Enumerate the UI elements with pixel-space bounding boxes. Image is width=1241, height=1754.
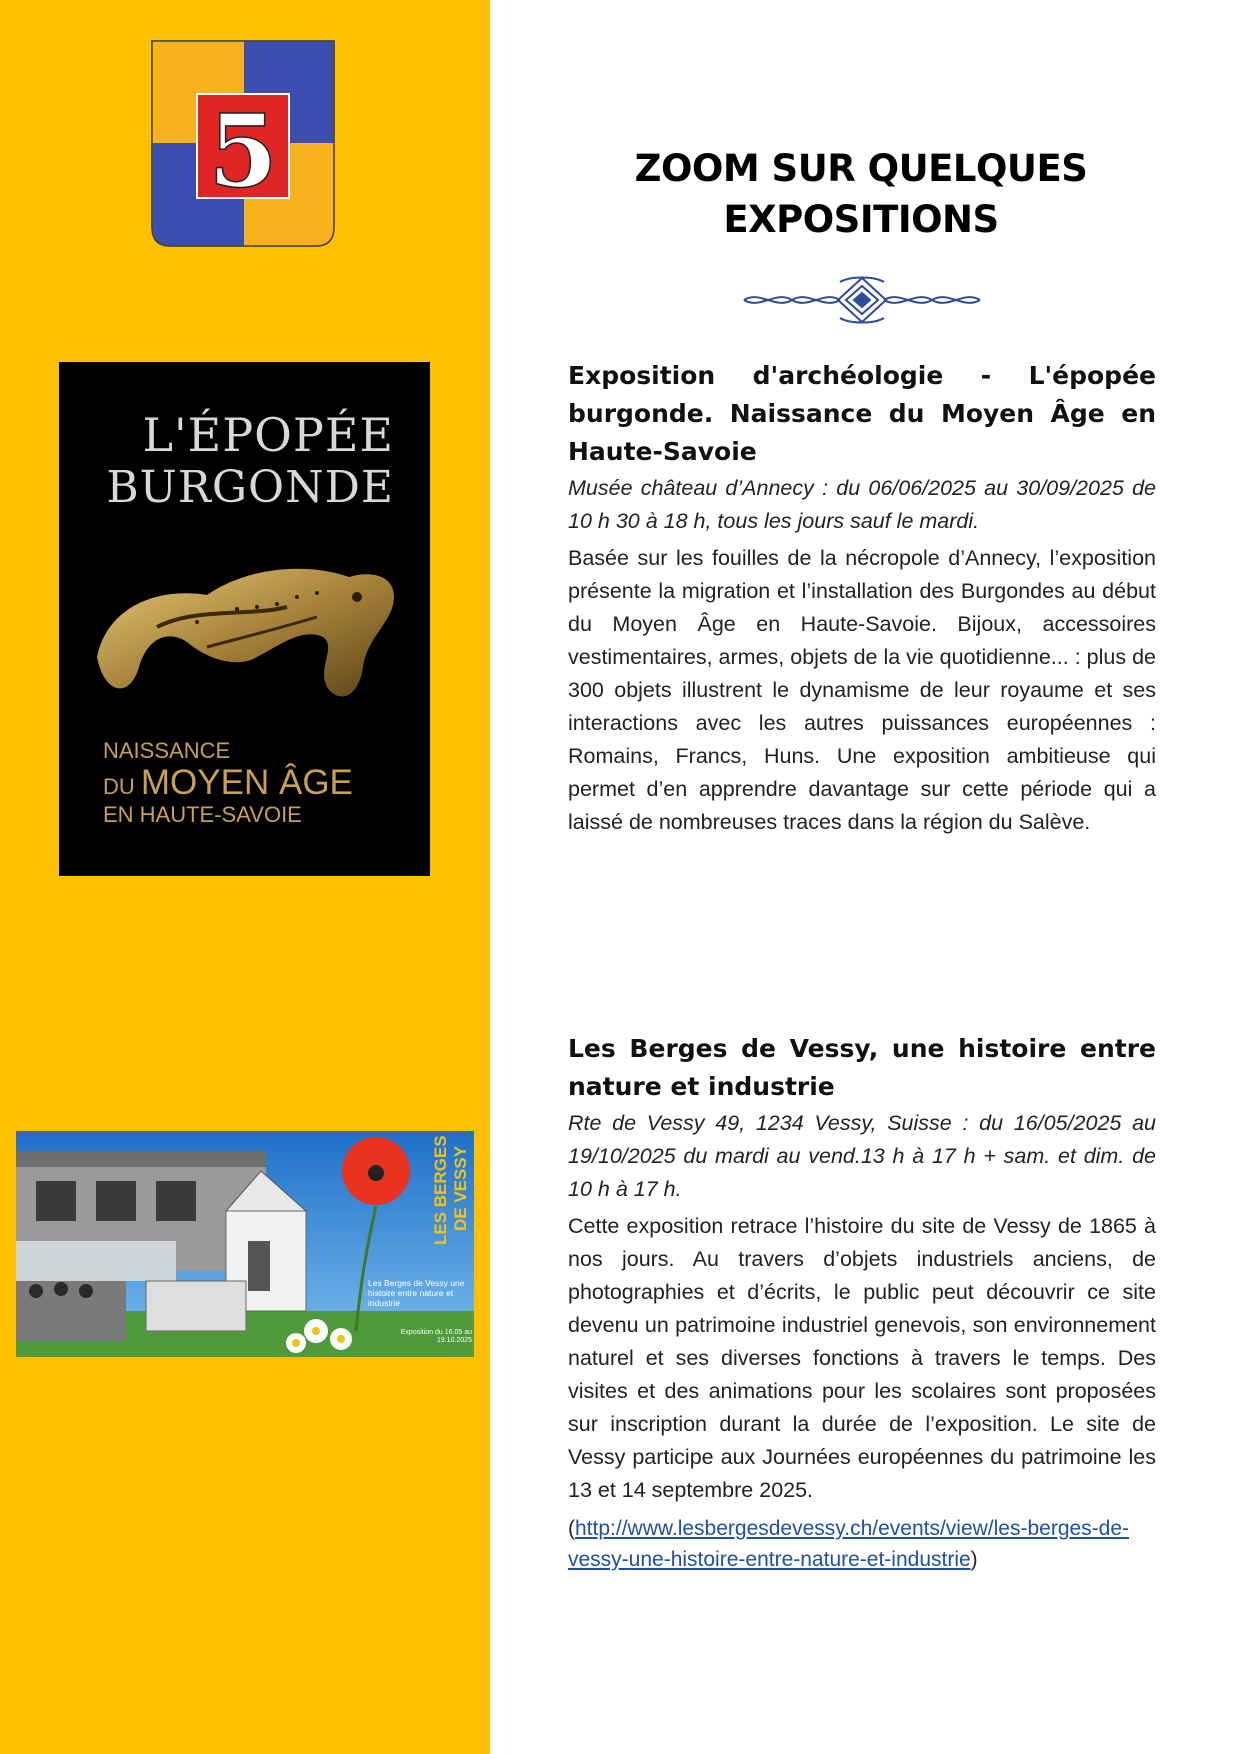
coat-of-arms-logo	[150, 39, 336, 249]
exhibit2-heading: Les Berges de Vessy, une histoire entre nature et industrie	[568, 1034, 1156, 1101]
vessy-photo-collage	[16, 1131, 474, 1357]
link-open-paren: (	[568, 1517, 575, 1540]
poster-berges-de-vessy	[16, 1131, 474, 1357]
poster1-sub-line1: NAISSANCE	[103, 738, 231, 763]
poster1-du: DU	[103, 774, 135, 799]
exhibit1-info: Musée château d’Annecy : du 06/06/2025 au 30/09/2025 de 10 h 30 à 18 h, tous les jours sauf le mardi.	[568, 476, 1156, 533]
poster-epopee-burgonde	[59, 362, 430, 876]
page-title-line1: ZOOM SUR QUELQUES	[634, 147, 1088, 190]
horse-fibula-image	[87, 547, 407, 717]
page-title	[600, 143, 1122, 245]
exhibit1-description: Basée sur les fouilles de la nécropole d’Annecy, l’exposition présente la migration et l’installation des Burgondes au début du Moyen Âge en Haute-Savoie. Bijoux, accessoires vestimentaires, armes, objets de la vie quotidienne... : plus de 300 objets illustrent le dynamisme de leur royaume et ses interactions avec les autres puissances européennes : Romains, Francs, Huns. Une exposition ambitieuse qui permet d’en apprendre davantage sur cette période qui a laissé de nombreuses traces dans la région du Salève.	[568, 546, 1156, 834]
poster1-sub-line2	[103, 765, 353, 800]
poster2-dates: Exposition du 16.05 au 19.10.2025	[400, 1329, 472, 1345]
exhibit2-info: Rte de Vessy 49, 1234 Vessy, Suisse : du 16/05/2025 au 19/10/2025 du mardi au vend.13 h à 17 h + sam. et dim. de 10 h à 17 h.	[568, 1111, 1156, 1201]
poster1-sub-line3: EN HAUTE-SAVOIE	[103, 802, 302, 827]
exhibit-epopee-burgonde	[568, 357, 1156, 839]
yellow-sidebar	[0, 0, 490, 1754]
poster1-moyen-age: MOYEN ÂGE	[140, 763, 353, 802]
crest-glyph: 5	[208, 92, 278, 210]
poster2-description: Les Berges de Vessy une histoire entre nature et industrie	[368, 1278, 465, 1308]
poster1-title-line2: BURGONDE	[106, 462, 394, 513]
exhibit2-website-link[interactable]: http://www.lesbergesdevessy.ch/events/view/les-berges-de-vessy-une-histoire-entre-nature-et-industrie	[568, 1517, 1130, 1571]
poster2-vertical-title	[428, 1135, 472, 1245]
exhibit2-link-paragraph	[568, 1513, 1156, 1575]
page-title-line2: EXPOSITIONS	[723, 198, 999, 241]
poster2-vertical-line2: DE VESSY	[451, 1145, 470, 1231]
exhibit2-description: Cette exposition retrace l’histoire du site de Vessy de 1865 à nos jours. Au travers d’objets industriels anciens, de photographies et d’écrits, le public peut découvrir ce site devenu un patrimoine industriel genevois, son environnement naturel et ses diverses fonctions à travers le temps. Des visites et des animations pour les scolaires sont proposées sur inscription durant la durée de l’exposition. Le site de Vessy participe aux Journées européennes du patrimoine les 13 et 14 septembre 2025.	[568, 1214, 1156, 1502]
link-close-paren: )	[970, 1548, 978, 1571]
decorative-ornament	[740, 272, 984, 328]
poster1-title-line1: L'ÉPOPÉE	[142, 408, 394, 462]
exhibit1-heading: Exposition d'archéologie - L'épopée burgonde. Naissance du Moyen Âge en Haute-Savoie	[568, 361, 1156, 466]
exhibit-berges-de-vessy	[568, 1030, 1156, 1575]
poster2-vertical-line1: LES BERGES	[431, 1135, 450, 1245]
